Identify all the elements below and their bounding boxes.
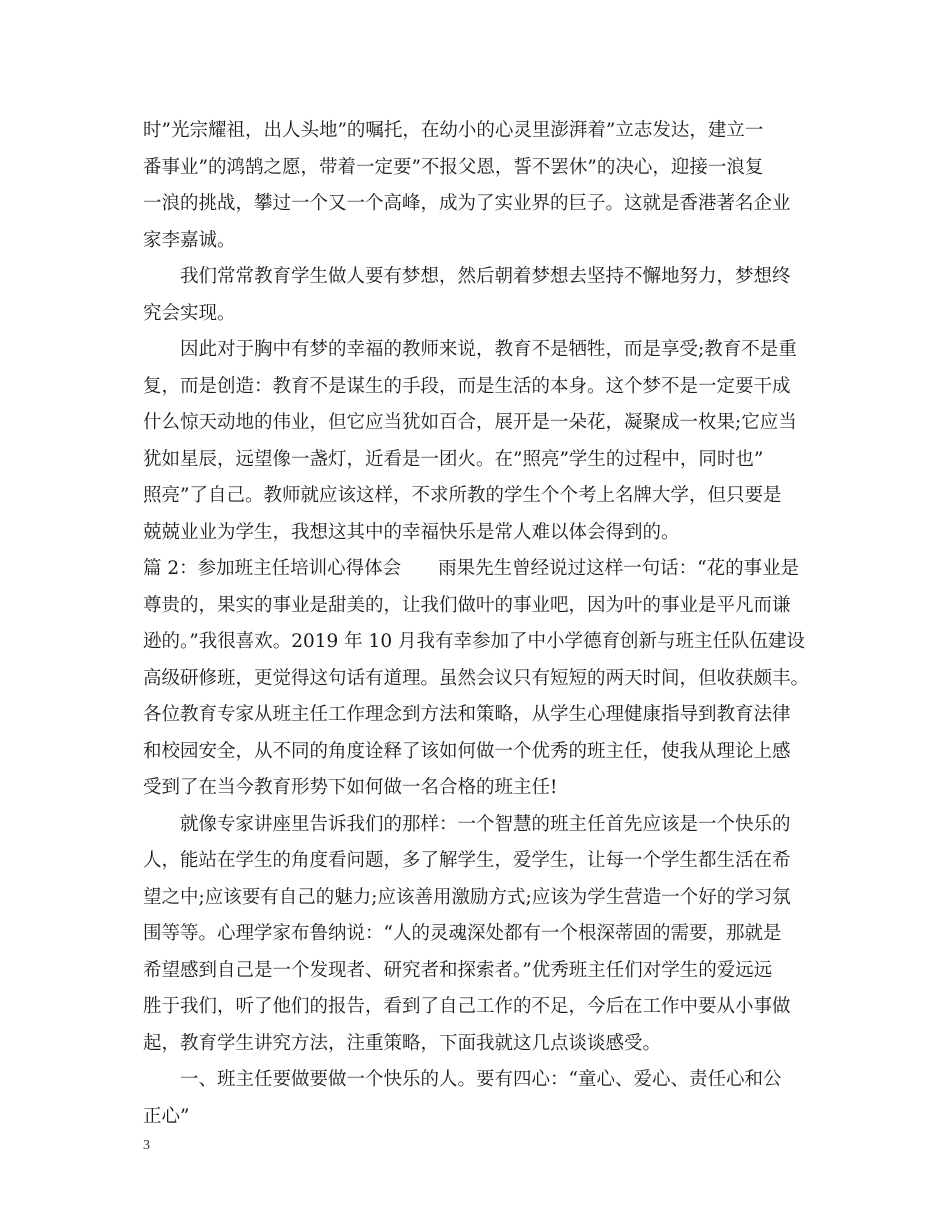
document-body <box>143 113 823 1135</box>
text-line: 一、班主任要做要做一个快乐的人。要有四心：“童心、爱心、责任心和公 <box>180 1069 782 1090</box>
text-line: 犹如星辰，远望像一盏灯，近看是一团火。在”照亮”学生的过程中，同时也” <box>143 448 764 470</box>
text-line: 起，教育学生讲究方法，注重策略，下面我就这几点谈谈感受。 <box>143 1032 662 1054</box>
text-line: 因此对于胸中有梦的幸福的教师来说，教育不是牺牲，而是享受;教育不是重 <box>180 339 797 360</box>
text-line: 篇 2：参加班主任培训心得体会 雨果先生曾经说过这样一句话：“花的事业是 <box>143 558 800 579</box>
text-line: 各位教育专家从班主任工作理念到方法和策略，从学生心理健康指导到教育法律 <box>143 704 791 725</box>
text-line: 尊贵的，果实的事业是甜美的，让我们做叶的事业吧，因为叶的事业是平凡而谦 <box>143 594 791 616</box>
text-line: 照亮”了自己。教师就应该这样，不求所教的学生个个考上名牌大学，但只要是 <box>143 485 782 506</box>
text-line: 复，而是创造：教育不是谋生的手段，而是生活的本身。这个梦不是一定要干成 <box>143 375 791 397</box>
text-line: 胜于我们，听了他们的报告，看到了自己工作的不足，今后在工作中要从小事做 <box>143 996 791 1017</box>
text-line: 什么惊天动地的伟业，但它应当犹如百合，展开是一朵花，凝聚成一枚果;它应当 <box>143 412 797 433</box>
text-line: 究会实现。 <box>143 302 236 324</box>
text-line: 人，能站在学生的角度看问题，多了解学生，爱学生，让每一个学生都生活在希 <box>143 850 791 871</box>
text-line: 一浪的挑战，攀过一个又一个高峰，成为了实业界的巨子。这就是香港著名企业 <box>143 193 791 214</box>
text-line: 我们常常教育学生做人要有梦想，然后朝着梦想去坚持不懈地努力，梦想终 <box>180 266 791 287</box>
text-line: 家李嘉诚。 <box>143 229 236 251</box>
page-number: 3 <box>143 1138 150 1153</box>
text-line: 望之中;应该要有自己的魅力;应该善用激励方式;应该为学生营造一个好的学习氛 <box>143 886 791 908</box>
text-line: 时”光宗耀祖，出人头地”的嘱托，在幼小的心灵里澎湃着”立志发达，建立一 <box>143 120 764 141</box>
text-line: 正心” <box>143 1105 190 1127</box>
text-line: 逊的。”我很喜欢。2019 年 10 月我有幸参加了中小学德育创新与班主任队伍建设 <box>143 631 805 652</box>
text-line: 希望感到自己是一个发现者、研究者和探索者。”优秀班主任们对学生的爱远远 <box>143 959 773 981</box>
text-line: 番事业”的鸿鹄之愿，带着一定要”不报父恩，誓不罢休”的决心，迎接一浪复 <box>143 156 764 178</box>
text-line: 就像专家讲座里告诉我们的那样：一个智慧的班主任首先应该是一个快乐的 <box>180 813 791 835</box>
text-line: 高级研修班，更觉得这句话有道理。虽然会议只有短短的两天时间，但收获颇丰。 <box>143 667 810 689</box>
text-line: 受到了在当今教育形势下如何做一名合格的班主任! <box>143 777 558 798</box>
text-line: 围等等。心理学家布鲁纳说：“人的灵魂深处都有一个根深蒂固的需要，那就是 <box>143 923 782 944</box>
text-line: 和校园安全，从不同的角度诠释了该如何做一个优秀的班主任，使我从理论上感 <box>143 740 791 762</box>
text-line: 兢兢业业为学生，我想这其中的幸福快乐是常人难以体会得到的。 <box>143 521 680 543</box>
